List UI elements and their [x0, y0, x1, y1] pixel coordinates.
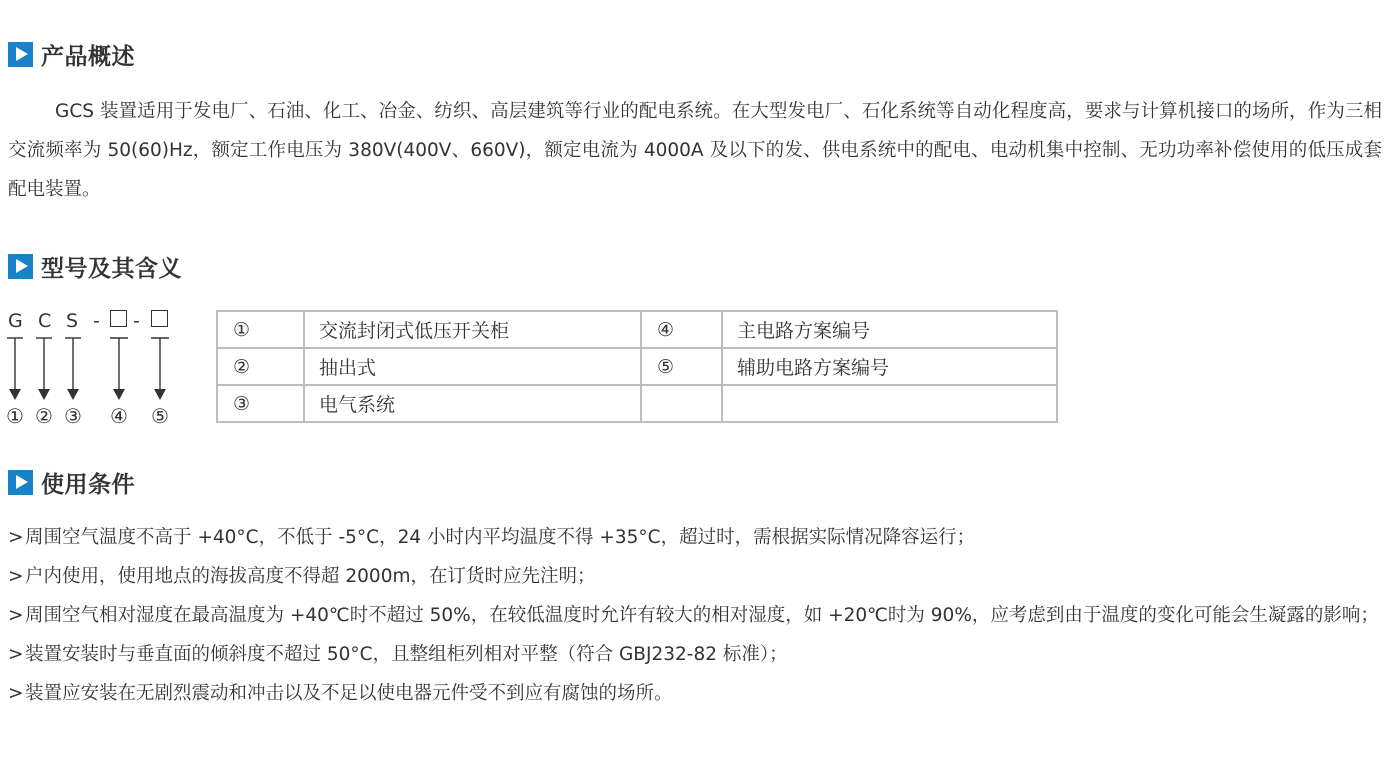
play-icon — [8, 254, 33, 279]
section-heading-model — [8, 251, 182, 281]
arrow-down-icon — [110, 338, 128, 400]
table-cell: ① — [217, 311, 304, 348]
code-letter: C — [38, 310, 52, 332]
table-row — [217, 348, 1057, 385]
condition-text: 装置应安装在无剧烈震动和冲击以及不足以使电器元件受不到应有腐蚀的场所。 — [25, 683, 673, 704]
table-cell: 抽出式 — [304, 348, 641, 385]
table-row — [217, 385, 1057, 422]
condition-text: 户内使用，使用地点的海拔高度不得超 2000m，在订货时应先注明； — [25, 566, 596, 587]
condition-text: 装置安装时与垂直面的倾斜度不超过 50°C，且整组柜列相对平整（符合 GBJ232-82 标准）； — [25, 644, 788, 665]
section-title: 产品概述 — [41, 43, 135, 70]
code-blank-box — [110, 310, 127, 327]
code-blank-box — [151, 310, 168, 327]
conditions-list — [8, 518, 1386, 713]
code-dash: - — [93, 310, 100, 332]
overview-paragraph — [8, 92, 1382, 209]
section-title: 使用条件 — [41, 471, 135, 498]
arrow-down-icon — [36, 338, 52, 400]
bullet-chevron: > — [8, 527, 24, 548]
model-code-arrows — [0, 333, 200, 433]
code-letter: S — [66, 310, 79, 332]
play-icon — [8, 470, 33, 495]
code-dash: - — [133, 310, 140, 332]
condition-text: 周围空气相对湿度在最高温度为 +40℃时不超过 50%，在较低温度时允许有较大的相对湿度，如 +20℃时为 90%，应考虑到由于温度的变化可能会生凝露的影响； — [25, 605, 1379, 626]
overview-text: GCS 装置适用于发电厂、石油、化工、冶金、纺织、高层建筑等行业的配电系统。在大型发电厂、石化系统等自动化程度高，要求与计算机接口的场所，作为三相交流频率为 50(60)Hz，额定工作电压为 380V(400V、660V)，额定电流为 4000A 及以下的发、供电系统中的配电、电动机集中控制、无功功率补偿使用的低压成套配电装置。 — [8, 101, 1382, 200]
table-cell: 主电路方案编号 — [722, 311, 1057, 348]
table-cell — [641, 385, 722, 422]
model-meaning-table — [216, 310, 1058, 423]
section-heading-conditions — [8, 467, 135, 497]
list-item — [8, 674, 1386, 713]
arrow-number: ④ — [110, 404, 128, 428]
section-title: 型号及其含义 — [41, 255, 182, 282]
arrow-number: ② — [35, 404, 53, 428]
arrow-down-icon — [151, 338, 169, 400]
table-cell: ④ — [641, 311, 722, 348]
arrow-number: ③ — [64, 404, 82, 428]
table-cell: ⑤ — [641, 348, 722, 385]
arrow-down-icon — [65, 338, 81, 400]
table-cell: 辅助电路方案编号 — [722, 348, 1057, 385]
play-icon — [8, 42, 33, 67]
code-letter: G — [8, 310, 23, 332]
section-heading-overview — [8, 39, 135, 69]
list-item — [8, 557, 1386, 596]
table-row — [217, 311, 1057, 348]
bullet-chevron: > — [8, 605, 24, 626]
list-item — [8, 635, 1386, 674]
bullet-chevron: > — [8, 683, 24, 704]
table-cell: 电气系统 — [304, 385, 641, 422]
table-cell: ② — [217, 348, 304, 385]
table-cell: 交流封闭式低压开关柜 — [304, 311, 641, 348]
arrow-number: ⑤ — [151, 404, 169, 428]
table-cell: ③ — [217, 385, 304, 422]
list-item — [8, 596, 1386, 635]
bullet-chevron: > — [8, 566, 24, 587]
bullet-chevron: > — [8, 644, 24, 665]
arrow-number: ① — [6, 404, 24, 428]
table-cell — [722, 385, 1057, 422]
condition-text: 周围空气温度不高于 +40°C，不低于 -5°C，24 小时内平均温度不得 +35°C，超过时，需根据实际情况降容运行； — [25, 527, 976, 548]
list-item — [8, 518, 1386, 557]
arrow-down-icon — [7, 338, 23, 400]
